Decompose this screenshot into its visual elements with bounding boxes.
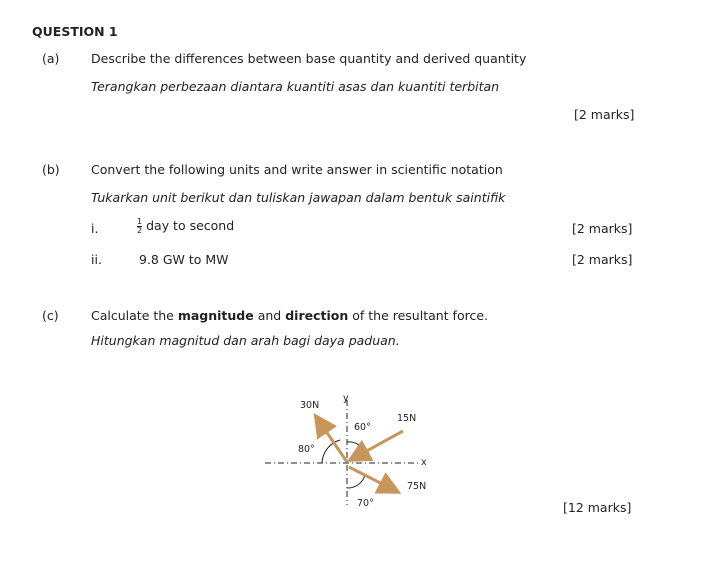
part-b-label: (b): [42, 162, 60, 177]
item-text: $\frac{1}{2}$ day to second: [137, 217, 235, 235]
part-c-malay: Hitungkan magnitud dan arah bagi daya paduan.: [91, 333, 400, 348]
angle-arc-70: [347, 475, 365, 488]
part-a-malay: Terangkan perbezaan diantara kuantiti asas dan kuantiti terbitan: [91, 79, 500, 94]
y-axis-label: y: [343, 393, 349, 404]
item-text: 9.8 GW to MW: [139, 252, 229, 267]
part-c-english: Calculate the magnitude and direction of the resultant force.: [91, 308, 489, 323]
question-heading: QUESTION 1: [32, 24, 118, 39]
angle-arc-60: [347, 442, 365, 452]
item-marks: [2 marks]: [572, 252, 633, 267]
part-a-marks: [2 marks]: [574, 107, 635, 122]
force-arrow-30n: [317, 418, 347, 462]
force-label-75n: 75N: [407, 481, 427, 492]
part-c-marks: [12 marks]: [563, 500, 632, 515]
angle-label-70: 70°: [357, 498, 374, 509]
angle-label-80: 80°: [298, 444, 315, 455]
part-c-label: (c): [42, 308, 59, 323]
force-label-30n: 30N: [300, 400, 320, 411]
angle-arc-80: [322, 440, 340, 463]
item-number: ii.: [91, 252, 102, 267]
part-b-english: Convert the following units and write answer in scientific notation: [91, 162, 503, 177]
fraction: $\frac{1}{2}$: [137, 217, 143, 235]
x-axis-label: x: [421, 457, 427, 468]
item-number: i.: [91, 221, 99, 236]
angle-label-60: 60°: [354, 422, 371, 433]
part-a-english: Describe the differences between base quantity and derived quantity: [91, 51, 527, 66]
part-a-label: (a): [42, 51, 60, 66]
part-b-malay: Tukarkan unit berikut dan tuliskan jawapan dalam bentuk saintifik: [91, 190, 506, 205]
force-label-15n: 15N: [397, 413, 417, 424]
force-arrow-75n: [349, 467, 396, 491]
item-marks: [2 marks]: [572, 221, 633, 236]
